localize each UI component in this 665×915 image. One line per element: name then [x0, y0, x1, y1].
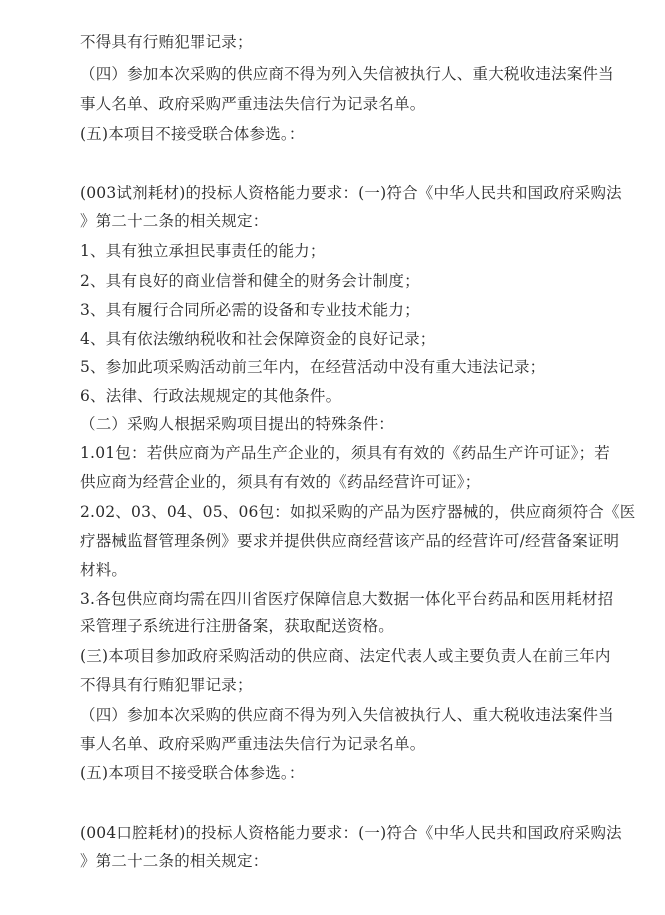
text-line: （二）采购人根据采购项目提出的特殊条件：	[80, 415, 395, 433]
text-line: 1.01包：若供应商为产品生产企业的，须具有有效的《药品生产许可证》；若	[80, 444, 610, 462]
text-line: 1、具有独立承担民事责任的能力；	[80, 242, 326, 260]
text-line: (五)本项目不接受联合体参选。：	[80, 125, 305, 143]
text-line: 不得具有行贿犯罪记录；	[80, 676, 253, 694]
text-line: 》第二十二条的相关规定：	[80, 212, 269, 230]
text-line: 3.各包供应商均需在四川省医疗保障信息大数据一体化平台药品和医用耗材招	[80, 590, 614, 608]
text-line: 3、具有履行合同所必需的设备和专业技术能力；	[80, 301, 420, 319]
text-line: 6、法律、行政法规规定的其他条件。	[80, 387, 342, 405]
text-line: 事人名单、政府采购严重违法失信行为记录名单。	[80, 95, 426, 113]
text-line: （四）参加本次采购的供应商不得为列入失信被执行人、重大税收违法案件当	[80, 65, 614, 83]
text-line: (三)本项目参加政府采购活动的供应商、法定代表人或主要负责人在前三年内	[80, 647, 611, 665]
text-line: 4、具有依法缴纳税收和社会保障资金的良好记录；	[80, 330, 436, 348]
text-line: (004口腔耗材)的投标人资格能力要求：(一)符合《中华人民共和国政府采购法	[80, 824, 622, 842]
text-line: 疗器械监督管理条例》要求并提供供应商经营该产品的经营许可/经营备案证明	[80, 532, 620, 550]
text-line: 采管理子系统进行注册备案，获取配送资格。	[80, 617, 395, 635]
text-line: 5、参加此项采购活动前三年内，在经营活动中没有重大违法记录；	[80, 358, 546, 376]
text-line: 不得具有行贿犯罪记录；	[80, 33, 253, 51]
text-line: 2、具有良好的商业信誉和健全的财务会计制度；	[80, 272, 420, 290]
text-line: 事人名单、政府采购严重违法失信行为记录名单。	[80, 735, 426, 753]
text-line: 供应商为经营企业的，须具有有效的《药品经营许可证》；	[80, 473, 481, 491]
text-line: (五)本项目不接受联合体参选。：	[80, 764, 305, 782]
text-line: 材料。	[80, 561, 128, 579]
text-line: 》第二十二条的相关规定：	[80, 852, 269, 870]
text-line: (003试剂耗材)的投标人资格能力要求：(一)符合《中华人民共和国政府采购法	[80, 184, 622, 202]
text-line: （四）参加本次采购的供应商不得为列入失信被执行人、重大税收违法案件当	[80, 706, 614, 724]
text-line: 2.02、03、04、05、06包：如拟采购的产品为医疗器械的，供应商须符合《医	[80, 503, 636, 521]
